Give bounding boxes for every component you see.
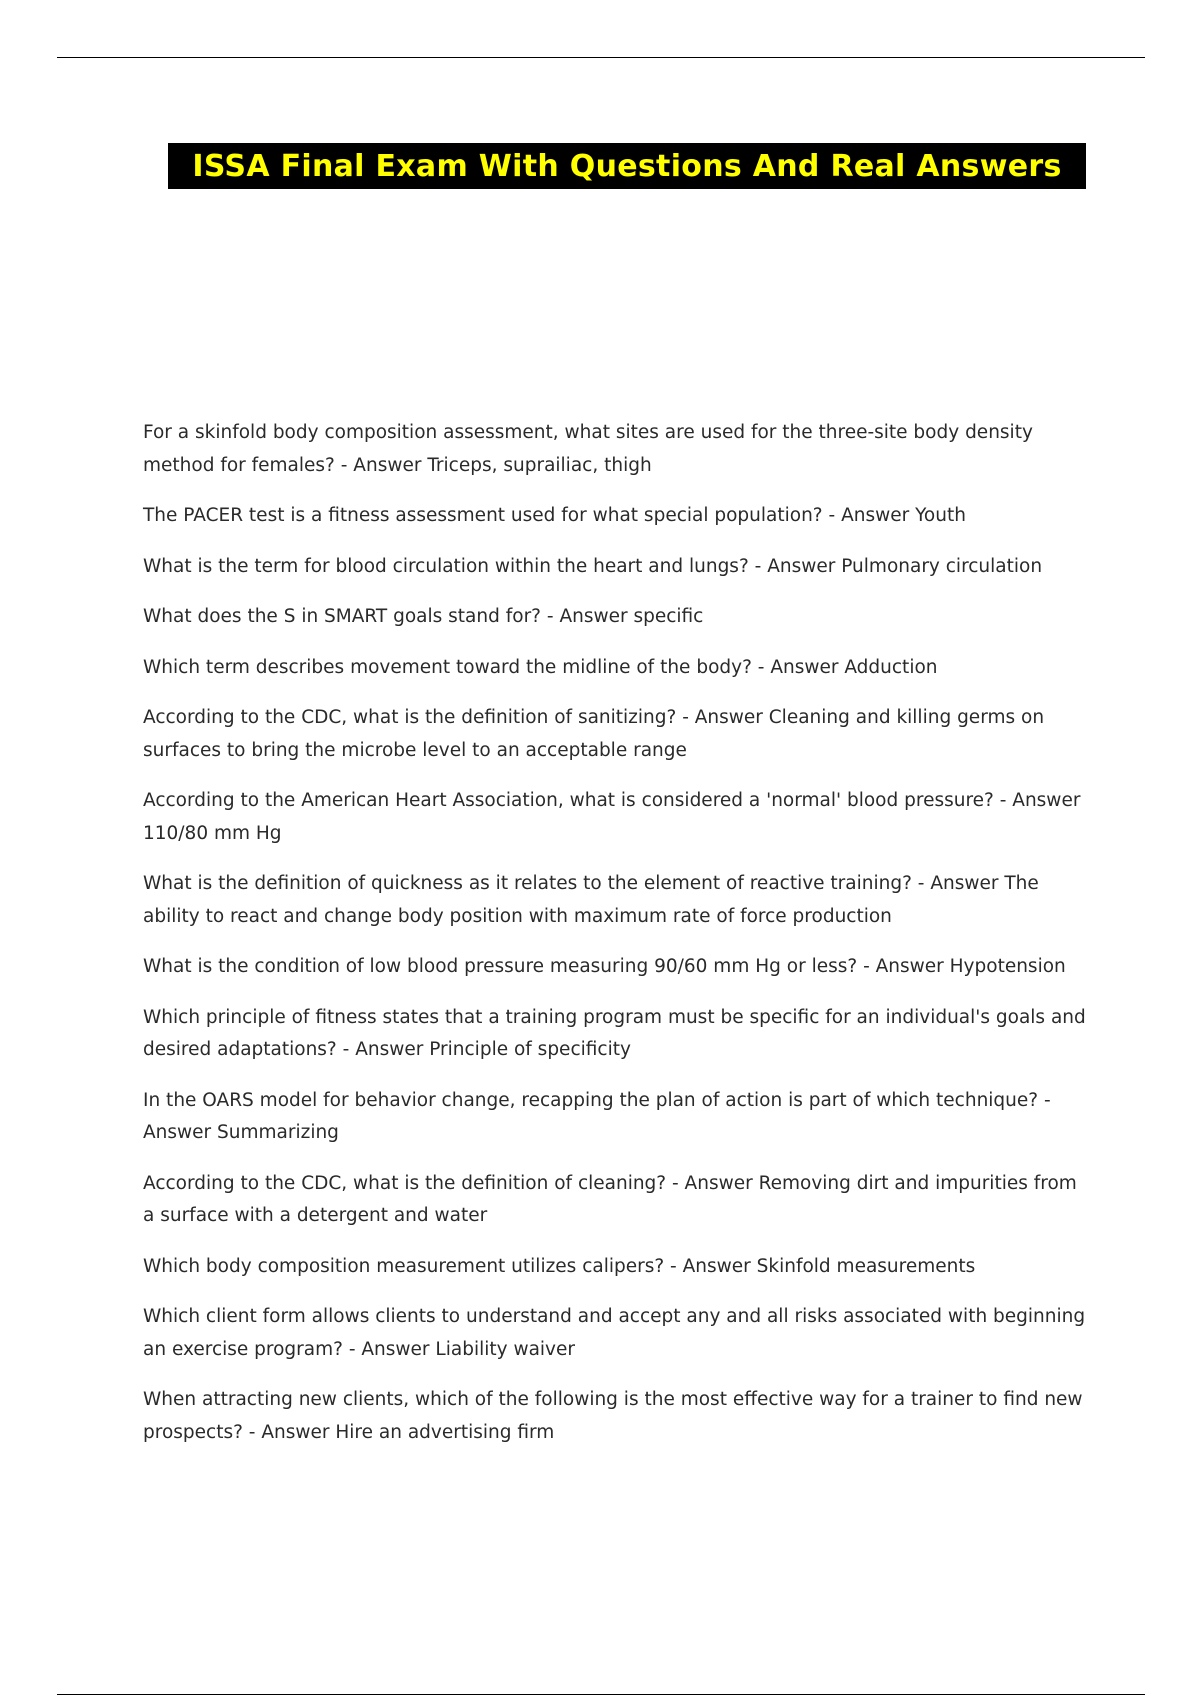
qa-item: Which principle of fitness states that a training program must be specific for an individual's goals and desired adaptations? - Answer Principle of specificity: [143, 1006, 1086, 1060]
qa-item: According to the CDC, what is the definition of cleaning? - Answer Removing dirt and impurities from a surface with a detergent and water: [143, 1172, 1077, 1226]
qa-item: For a skinfold body composition assessment, what sites are used for the three-site body density method for females? - Answer Triceps, suprailiac, thigh: [143, 422, 1033, 476]
qa-item: According to the American Heart Association, what is considered a 'normal' blood pressure? - Answer 110/80 mm Hg: [143, 790, 1081, 844]
qa-item: Which term describes movement toward the midline of the body? - Answer Adduction: [143, 656, 938, 678]
qa-item: In the OARS model for behavior change, recapping the plan of action is part of which technique? - Answer Summarizing: [143, 1089, 1051, 1143]
footer-rule: [57, 1694, 1145, 1695]
qa-list: [143, 417, 1093, 1467]
qa-item: Which body composition measurement utilizes calipers? - Answer Skinfold measurements: [143, 1255, 976, 1277]
qa-item: What is the term for blood circulation within the heart and lungs? - Answer Pulmonary circulation: [143, 555, 1043, 577]
qa-item: What does the S in SMART goals stand for? - Answer specific: [143, 606, 704, 627]
qa-item: According to the CDC, what is the definition of sanitizing? - Answer Cleaning and killing germs on surfaces to bring the microbe level to an acceptable range: [143, 707, 1045, 761]
title-banner: [168, 143, 1086, 189]
page-title: ISSA Final Exam With Questions And Real Answers: [192, 148, 1062, 184]
qa-item: The PACER test is a fitness assessment used for what special population? - Answer Youth: [143, 505, 966, 526]
qa-item: What is the definition of quickness as it relates to the element of reactive training? - Answer The ability to react and change body position with maximum rate of force production: [143, 873, 1039, 927]
qa-item: Which client form allows clients to understand and accept any and all risks associated with beginning an exercise program? - Answer Liability waiver: [143, 1306, 1086, 1360]
qa-item: When attracting new clients, which of the following is the most effective way for a trainer to find new prospects? - Answer Hire an advertising firm: [143, 1389, 1083, 1443]
qa-item: What is the condition of low blood pressure measuring 90/60 mm Hg or less? - Answer Hypotension: [143, 956, 1066, 977]
header-rule: [57, 57, 1145, 58]
